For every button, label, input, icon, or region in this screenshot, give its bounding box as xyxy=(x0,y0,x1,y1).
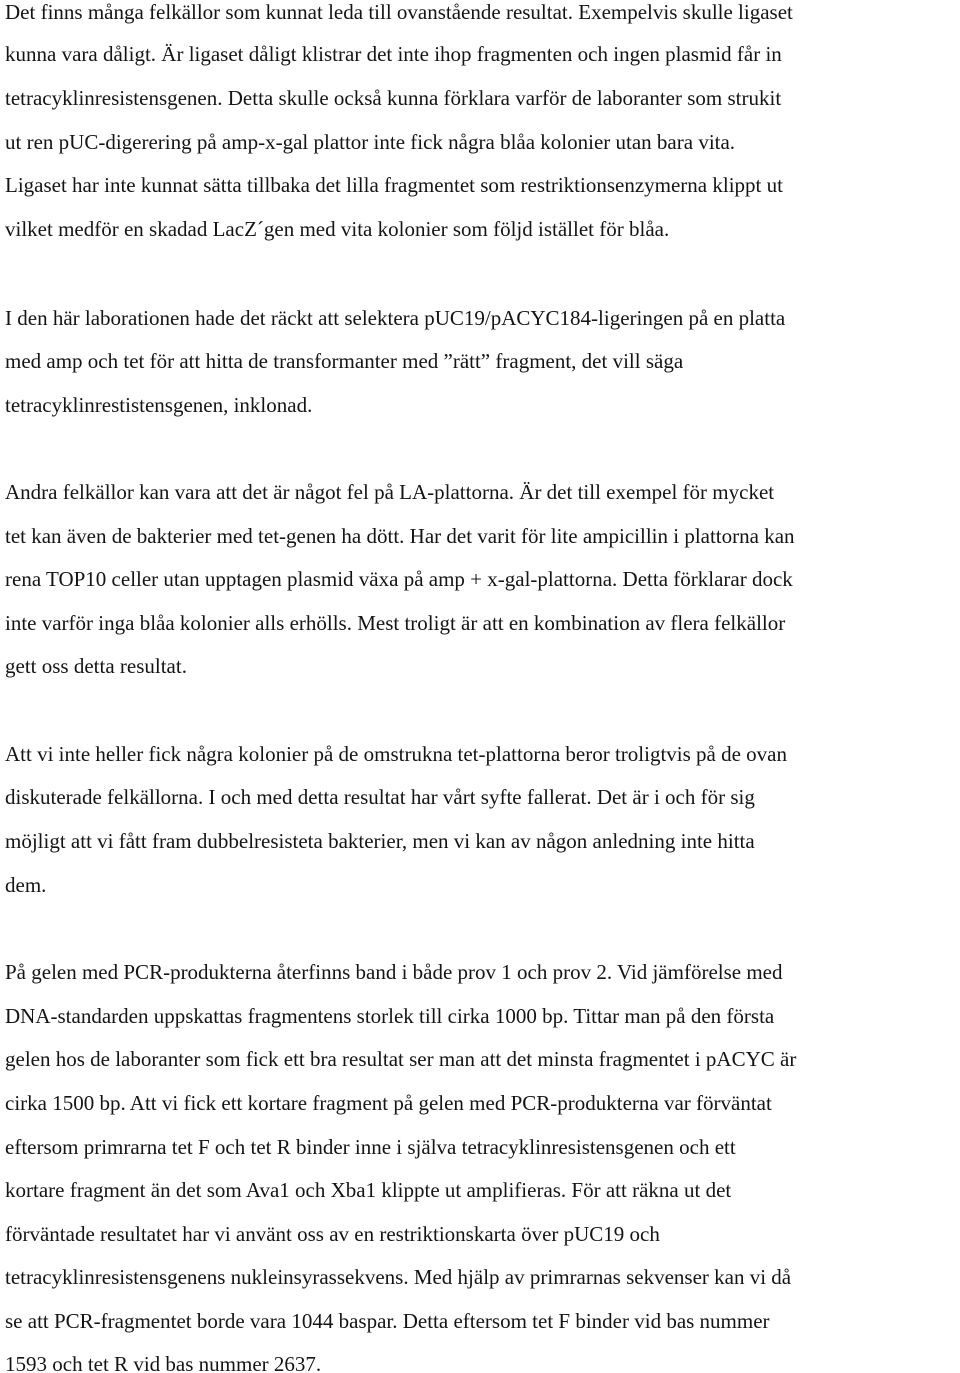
text-line: dem. xyxy=(5,873,47,897)
text-line: I den här laborationen hade det räckt att selektera pUC19/pACYC184-ligeringen på en platta xyxy=(5,306,786,330)
text-line: ut ren pUC-digerering på amp-x-gal plattor inte fick några blåa kolonier utan bara vita. xyxy=(5,130,736,154)
text-line: förväntade resultatet har vi använt oss av en restriktionskarta över pUC19 och xyxy=(5,1222,660,1246)
text-line: tet kan även de bakterier med tet-genen ha dött. Har det varit för lite ampicillin i plattorna kan xyxy=(5,524,795,548)
text-line: DNA-standarden uppskattas fragmentens storlek till cirka 1000 bp. Tittar man på den första xyxy=(5,1004,775,1028)
text-line: tetracyklinresistensgenens nukleinsyrassekvens. Med hjälp av primrarnas sekvenser kan vi då xyxy=(5,1265,792,1289)
text-line: eftersom primrarna tet F och tet R binder inne i själva tetracyklinresistensgenen och ett xyxy=(5,1135,736,1159)
text-line: cirka 1500 bp. Att vi fick ett kortare fragment på gelen med PCR-produkterna var förväntat xyxy=(5,1091,772,1115)
text-line: Andra felkällor kan vara att det är något fel på LA-plattorna. Är det till exempel för mycket xyxy=(5,480,775,504)
text-line: Ligaset har inte kunnat sätta tillbaka det lilla fragmentet som restriktionsenzymerna klippt ut xyxy=(5,173,783,197)
text-line: med amp och tet för att hitta de transformanter med ”rätt” fragment, det vill säga xyxy=(5,349,684,373)
text-line: inte varför inga blåa kolonier alls erhölls. Mest troligt är att en kombination av flera felkällor xyxy=(5,611,786,635)
text-line: gelen hos de laboranter som fick ett bra resultat ser man att det minsta fragmentet i pACYC är xyxy=(5,1047,797,1071)
text-line: vilket medför en skadad LacZ´gen med vita kolonier som följd istället för blåa. xyxy=(5,217,670,241)
text-line: möjligt att vi fått fram dubbelresisteta bakterier, men vi kan av någon anledning inte hitta xyxy=(5,829,755,853)
text-line: 1593 och tet R vid bas nummer 2637. xyxy=(5,1352,322,1373)
text-line: tetracyklinrestistensgenen, inklonad. xyxy=(5,393,313,417)
text-line: diskuterade felkällorna. I och med detta resultat har vårt syfte fallerat. Det är i och för sig xyxy=(5,785,755,809)
text-line: gett oss detta resultat. xyxy=(5,654,187,678)
text-line: se att PCR-fragmentet borde vara 1044 baspar. Detta eftersom tet F binder vid bas nummer xyxy=(5,1309,770,1333)
text-line: Att vi inte heller fick några kolonier på de omstrukna tet-plattorna beror troligtvis på de ovan xyxy=(5,742,788,766)
text-line: rena TOP10 celler utan upptagen plasmid växa på amp + x-gal-plattorna. Detta förklarar dock xyxy=(5,567,793,591)
text-line: Det finns många felkällor som kunnat leda till ovanstående resultat. Exempelvis skulle ligaset xyxy=(5,0,793,24)
text-line: tetracyklinresistensgenen. Detta skulle också kunna förklara varför de laboranter som strukit xyxy=(5,86,782,110)
text-line: På gelen med PCR-produkterna återfinns band i både prov 1 och prov 2. Vid jämförelse med xyxy=(5,960,783,984)
text-line: kunna vara dåligt. Är ligaset dåligt klistrar det inte ihop fragmenten och ingen plasmid får in xyxy=(5,42,782,66)
text-line: kortare fragment än det som Ava1 och Xba1 klippte ut amplifieras. För att räkna ut det xyxy=(5,1178,732,1202)
